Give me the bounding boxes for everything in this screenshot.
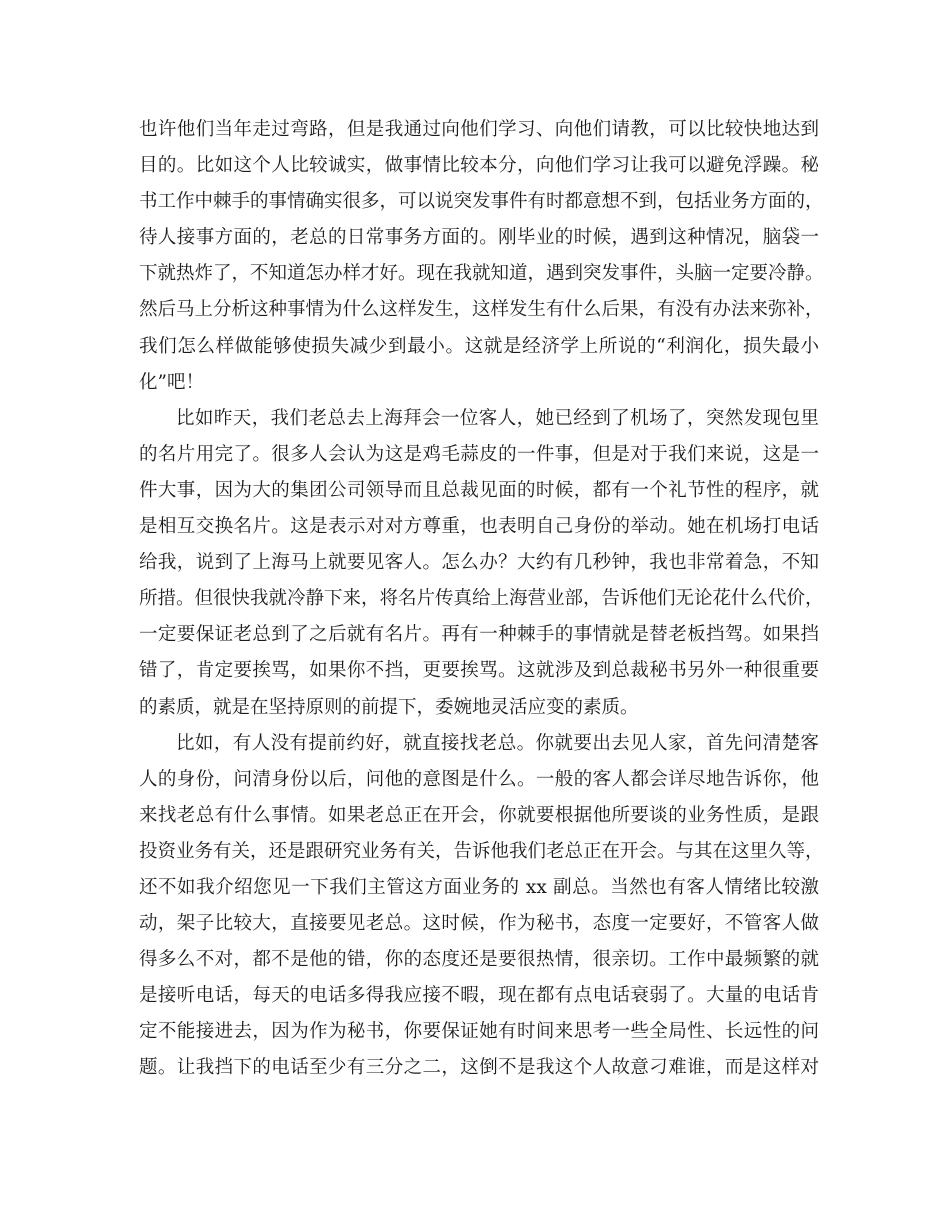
text-line: 目的。比如这个人比较诚实，做事情比较本分，向他们学习让我可以避免浮躁。秘 <box>139 155 819 177</box>
text-line: 化”吧！ <box>139 371 204 393</box>
text-line: 待人接事方面的，老总的日常事务方面的。刚毕业的时候，遇到这种情况，脑袋一 <box>139 227 819 249</box>
text-line: 的素质，就是在坚持原则的前提下，委婉地灵活应变的素质。 <box>139 696 639 718</box>
paragraph-start-line: 比如昨天，我们老总去上海拜会一位客人，她已经到了机场了，突然发现包里 <box>176 407 819 429</box>
text-line: 人的身份，问清身份以后，问他的意图是什么。一般的客人都会详尽地告诉你，他 <box>139 768 819 790</box>
text-line: 件大事，因为大的集团公司领导而且总裁见面的时候，都有一个礼节性的程序，就 <box>139 479 819 501</box>
text-line: 下就热炸了，不知道怎办样才好。现在我就知道，遇到突发事件，头脑一定要冷静。 <box>139 263 824 285</box>
text-line: 题。让我挡下的电话至少有三分之二，这倒不是我这个人故意刁难谁，而是这样对 <box>139 1057 819 1079</box>
text-line: 一定要保证老总到了之后就有名片。再有一种棘手的事情就是替老板挡驾。如果挡 <box>139 624 819 646</box>
text-line: 错了，肯定要挨骂，如果你不挡，更要挨骂。这就涉及到总裁秘书另外一种很重要 <box>139 660 819 682</box>
text-line: 动，架子比较大，直接要见老总。这时候，作为秘书，态度一定要好，不管客人做 <box>139 913 819 935</box>
paragraph-start-line: 比如，有人没有提前约好，就直接找老总。你就要出去见人家，首先问清楚客 <box>176 732 819 754</box>
text-line: 是接听电话，每天的电话多得我应接不暇，现在都有点电话衰弱了。大量的电话肯 <box>139 985 819 1007</box>
text-line: 的名片用完了。很多人会认为这是鸡毛蒜皮的一件事，但是对于我们来说，这是一 <box>139 443 819 465</box>
text-line: 我们怎么样做能够使损失减少到最小。这就是经济学上所说的“利润化，损失最小 <box>139 335 819 357</box>
text-line: 是相互交换名片。这是表示对对方尊重，也表明自己身份的举动。她在机场打电话 <box>139 516 819 538</box>
text-line: 也许他们当年走过弯路，但是我通过向他们学习、向他们请教，可以比较快地达到 <box>139 119 819 140</box>
text-line: 然后马上分析这种事情为什么这样发生，这样发生有什么后果，有没有办法来弥补， <box>139 299 824 321</box>
text-line: 投资业务有关，还是跟研究业务有关，告诉他我们老总正在开会。与其在这里久等， <box>139 840 824 862</box>
document-body <box>139 112 824 1087</box>
text-line: 得多么不对，都不是他的错，你的态度还是要很热情，很亲切。工作中最频繁的就 <box>139 949 819 971</box>
text-line: 定不能接进去，因为作为秘书，你要保证她有时间来思考一些全局性、长远性的问 <box>139 1021 819 1043</box>
text-line: 给我，说到了上海马上就要见客人。怎么办？大约有几秒钟，我也非常着急，不知 <box>139 552 819 574</box>
text-line: 来找老总有什么事情。如果老总正在开会，你就要根据他所要谈的业务性质，是跟 <box>139 804 819 826</box>
text-line: 书工作中棘手的事情确实很多，可以说突发事件有时都意想不到，包括业务方面的， <box>139 191 824 213</box>
text-line: 所措。但很快我就冷静下来，将名片传真给上海营业部，告诉他们无论花什么代价， <box>139 588 824 610</box>
text-line: 还不如我介绍您见一下我们主管这方面业务的 xx 副总。当然也有客人情绪比较激 <box>139 876 819 898</box>
